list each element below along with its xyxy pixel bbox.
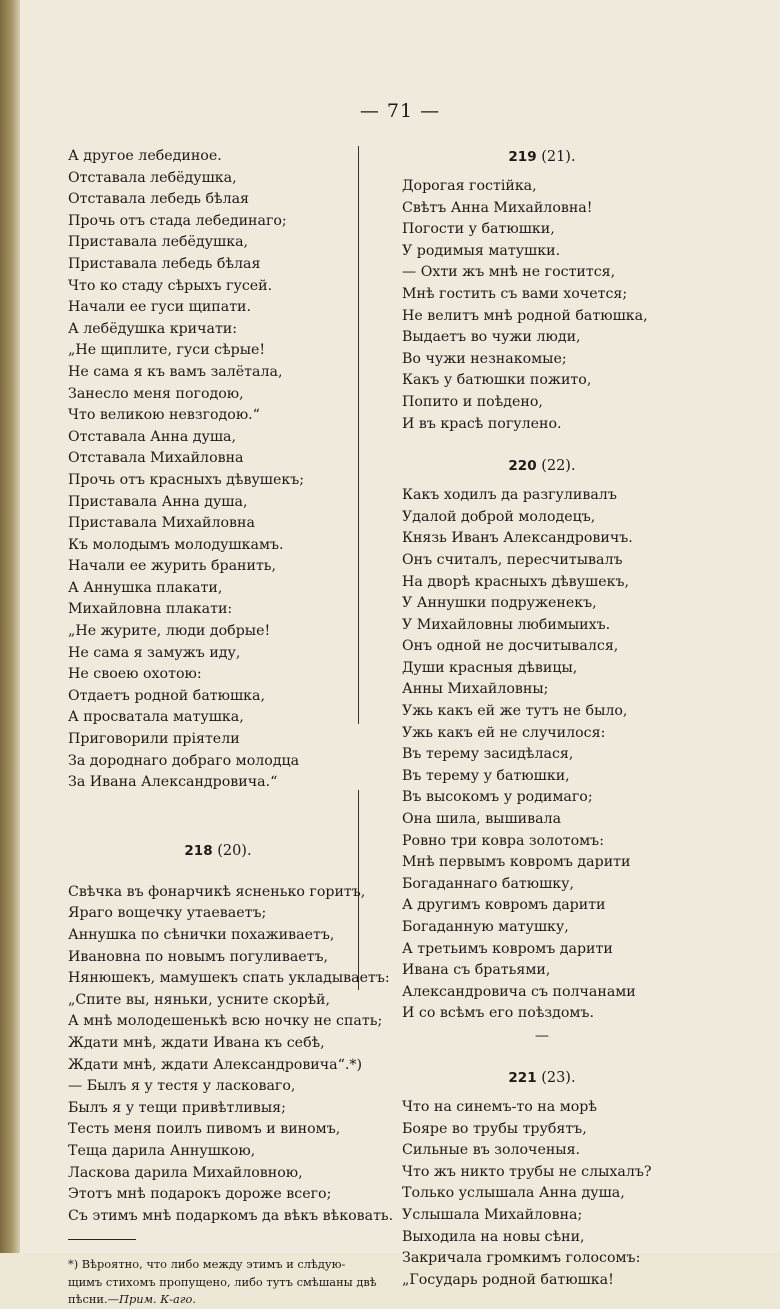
poem-line: Александровича съ полчанами [402,983,636,1000]
poem-line: Дорогая гостійка, [402,178,537,194]
poem-line: Тесть меня поилъ пивомъ и виномъ, [68,1121,341,1138]
page-number: — 71 — [359,100,441,122]
poem-line: Этотъ мнѣ подарокъ дороже всего; [68,1186,332,1203]
poem-line: Аннушка по сѣнички похаживаетъ, [68,927,335,943]
poem-line: Какъ ходилъ да разгуливалъ [402,487,617,504]
poem-218 [68,882,394,1228]
poem-line: Прочь отъ красныхъ дѣвушекъ; [68,471,305,488]
footnote-line: *) Вѣроятно, что либо между этимъ и слѣдую- [68,1257,346,1272]
poem-line: Что великою невзгодою.“ [68,407,260,424]
poem-line: Не сама я замужъ иду, [68,644,241,661]
poem-line: Въ терему засидѣлася, [402,746,574,763]
poem-line: Ивановна по новымъ погуливаетъ, [68,948,329,965]
section-heading-218 [68,840,368,862]
poem-line: Что на синемъ-то на морѣ [402,1098,597,1115]
poem-line: — Охти жъ мнѣ не гостится, [402,264,616,281]
poem-line: А другое лебединое. [68,148,222,164]
poem-line: У родимыя матушки. [402,242,561,259]
poem-line: А мнѣ молодешенькѣ всю ночку не спать; [68,1013,383,1030]
poem-line: Мнѣ первымъ ковромъ дарити [402,854,631,871]
footnote-rule [68,1239,136,1240]
poem-line: Не своею охотою: [68,666,202,683]
poem-line: Свѣтъ Анна Михайловна! [402,199,593,216]
poem-continuation [68,146,368,794]
poem-line: Ждати мнѣ, ждати Ивана къ себѣ, [68,1034,325,1051]
poem-line: „Государь родной батюшка! [402,1271,614,1288]
poem-line: Съ этимъ мнѣ подаркомъ да вѣкъ вѣковать. [68,1207,394,1224]
section-heading-220 [402,455,682,477]
poem-line: И въ красѣ погулено. [402,415,562,432]
poem-line: Богаданнаго батюшку, [402,875,575,892]
poem-line: А другимъ ковромъ дарити [402,897,606,914]
section-heading-221 [402,1067,682,1089]
poem-line: А просватала матушка, [68,709,244,726]
poem-line: Занесло меня погодою, [68,385,244,402]
poem-220 [402,485,682,1025]
poem-line: У Аннушки подруженекъ, [402,595,597,612]
left-column [68,146,394,1309]
poem-line: Не велитъ мнѣ родной батюшка, [402,307,648,324]
footnote [68,1256,377,1309]
poem-line: Души красныя дѣвицы, [402,659,578,676]
poem-line: Закричала громкимъ голосомъ: [402,1250,641,1267]
book-page [20,0,780,1307]
poem-line: Князь Иванъ Александровичъ. [402,530,633,547]
poem-line: Попито и поѣдено, [402,393,543,410]
poem-line: Теща дарила Аннушкою, [68,1142,256,1159]
poem-line: Приговорили пріятели [68,731,240,748]
poem-line: А третьимъ ковромъ дарити [402,940,613,957]
poem-line: — Былъ я у тестя у ласковаго, [68,1078,296,1095]
poem-line: Въ высокомъ у родимаго; [402,789,593,806]
poem-line: Отдаетъ родной батюшка, [68,687,266,704]
poem-line: Отставала лебёдушка, [68,169,237,186]
poem-line: Отставала Анна душа, [68,428,237,445]
poem-line: У Михайловны любимыихъ. [402,616,611,633]
poem-line: Къ молодымъ молодушкамъ. [68,536,284,553]
poem-line: Ласкова дарила Михайловною, [68,1164,303,1181]
poem-line: Мнѣ гостить съ вами хочется; [402,285,628,302]
right-column [402,146,682,1291]
footnote-line: щимъ стихомъ пропущено, либо тутъ смѣшаны двѣ [68,1274,377,1289]
poem-line: Приставала Михайловна [68,515,255,532]
poem-221 [402,1097,682,1291]
poem-line: Какъ у батюшки пожито, [402,372,592,389]
poem-line: Анны Михайловны; [402,681,549,698]
poem-line: Онъ считалъ, пересчитывалъ [402,551,623,568]
book-spine-shadow [0,0,20,1253]
section-end-mark: — [535,1027,549,1044]
poem-line: Былъ я у тещи привѣтливыя; [68,1099,286,1116]
poem-line: Погости у батюшки, [402,221,555,238]
poem-line: А лебёдушка кричати: [68,320,238,337]
poem-line: Прочь отъ стада лебединаго; [68,212,287,229]
section-number: 219 [508,149,537,165]
poem-line: Ужь какъ ей же тутъ не было, [402,703,628,720]
poem-line: Приставала лебёдушка, [68,234,249,251]
poem-line: Начали ее гуси щипати. [68,299,252,316]
poem-line: Яраго вощечку утаеваетъ; [68,905,267,922]
poem-line: Свѣчка въ фонарчикѣ ясненько горитъ, [68,883,366,900]
poem-line: Отставала лебедь бѣлая [68,191,249,208]
poem-line: Ждати мнѣ, ждати Александровича“.*) [68,1056,362,1073]
poem-line: Выдаетъ во чужи люди, [402,329,581,346]
poem-line: Ужь какъ ей не случилося: [402,724,606,741]
poem-line: Что ко стаду сѣрыхъ гусей. [68,277,273,294]
poem-line: „Спите вы, няньки, усните скорѣй, [68,991,331,1008]
section-number: 218 [184,842,213,859]
poem-line: На дворѣ красныхъ дѣвушекъ, [402,573,630,590]
poem-line: Только услышала Анна душа, [402,1185,625,1202]
footnote-text: пѣсни.— [68,1292,120,1307]
poem-line: Отставала Михайловна [68,450,244,467]
section-heading-219 [402,146,682,168]
poem-line: Удалой доброй молодецъ, [402,508,596,525]
poem-line: Бояре во трубы трубятъ, [402,1120,587,1137]
poem-line: Нянюшекъ, мамушекъ спать укладываетъ: [68,970,390,987]
poem-line: Приставала лебедь бѣлая [68,255,261,272]
poem-line: Начали ее журить бранить, [68,558,277,575]
poem-line: Въ терему у батюшки, [402,767,570,784]
poem-line: Ивана съ братьями, [402,962,551,979]
poem-line: Михайловна плакати: [68,601,233,618]
footnote-attribution: Прим. К-аго. [119,1292,196,1307]
section-subnumber: (22). [541,458,576,475]
poem-line: А Аннушка плакати, [68,579,223,596]
poem-line: Ровно три ковра золотомъ: [402,832,604,849]
poem-line: За Ивана Александровича.“ [68,774,278,791]
poem-line: Богаданную матушку, [402,919,569,935]
poem-line: За дороднаго добраго молодца [68,752,300,769]
poem-line: Услышала Михайловна; [402,1206,583,1223]
section-subnumber: (23). [541,1069,576,1086]
poem-219 [402,176,682,435]
section-subnumber: (20). [217,842,252,859]
poem-line: Выходила на новы сѣни, [402,1228,585,1245]
poem-line: Онъ одной не досчитывался, [402,638,619,655]
poem-line: Сильные въ золоченыя. [402,1142,581,1159]
footnote-line [68,1291,368,1309]
section-subnumber: (21). [541,149,576,165]
poem-line: Не сама я къ вамъ залётала, [68,363,283,380]
poem-line: И со всѣмъ его поѣздомъ. [402,1005,594,1022]
poem-line: „Не щиплите, гуси сѣрые! [68,342,266,359]
poem-line: „Не журите, люди добрые! [68,623,271,640]
poem-line: Приставала Анна душа, [68,493,248,510]
poem-line: Она шила, вышивала [402,811,562,828]
section-number: 220 [508,458,537,475]
poem-line: Что жъ никто трубы не слыхалъ? [402,1163,652,1180]
poem-line: Во чужи незнакомые; [402,350,567,367]
section-number: 221 [508,1069,537,1086]
